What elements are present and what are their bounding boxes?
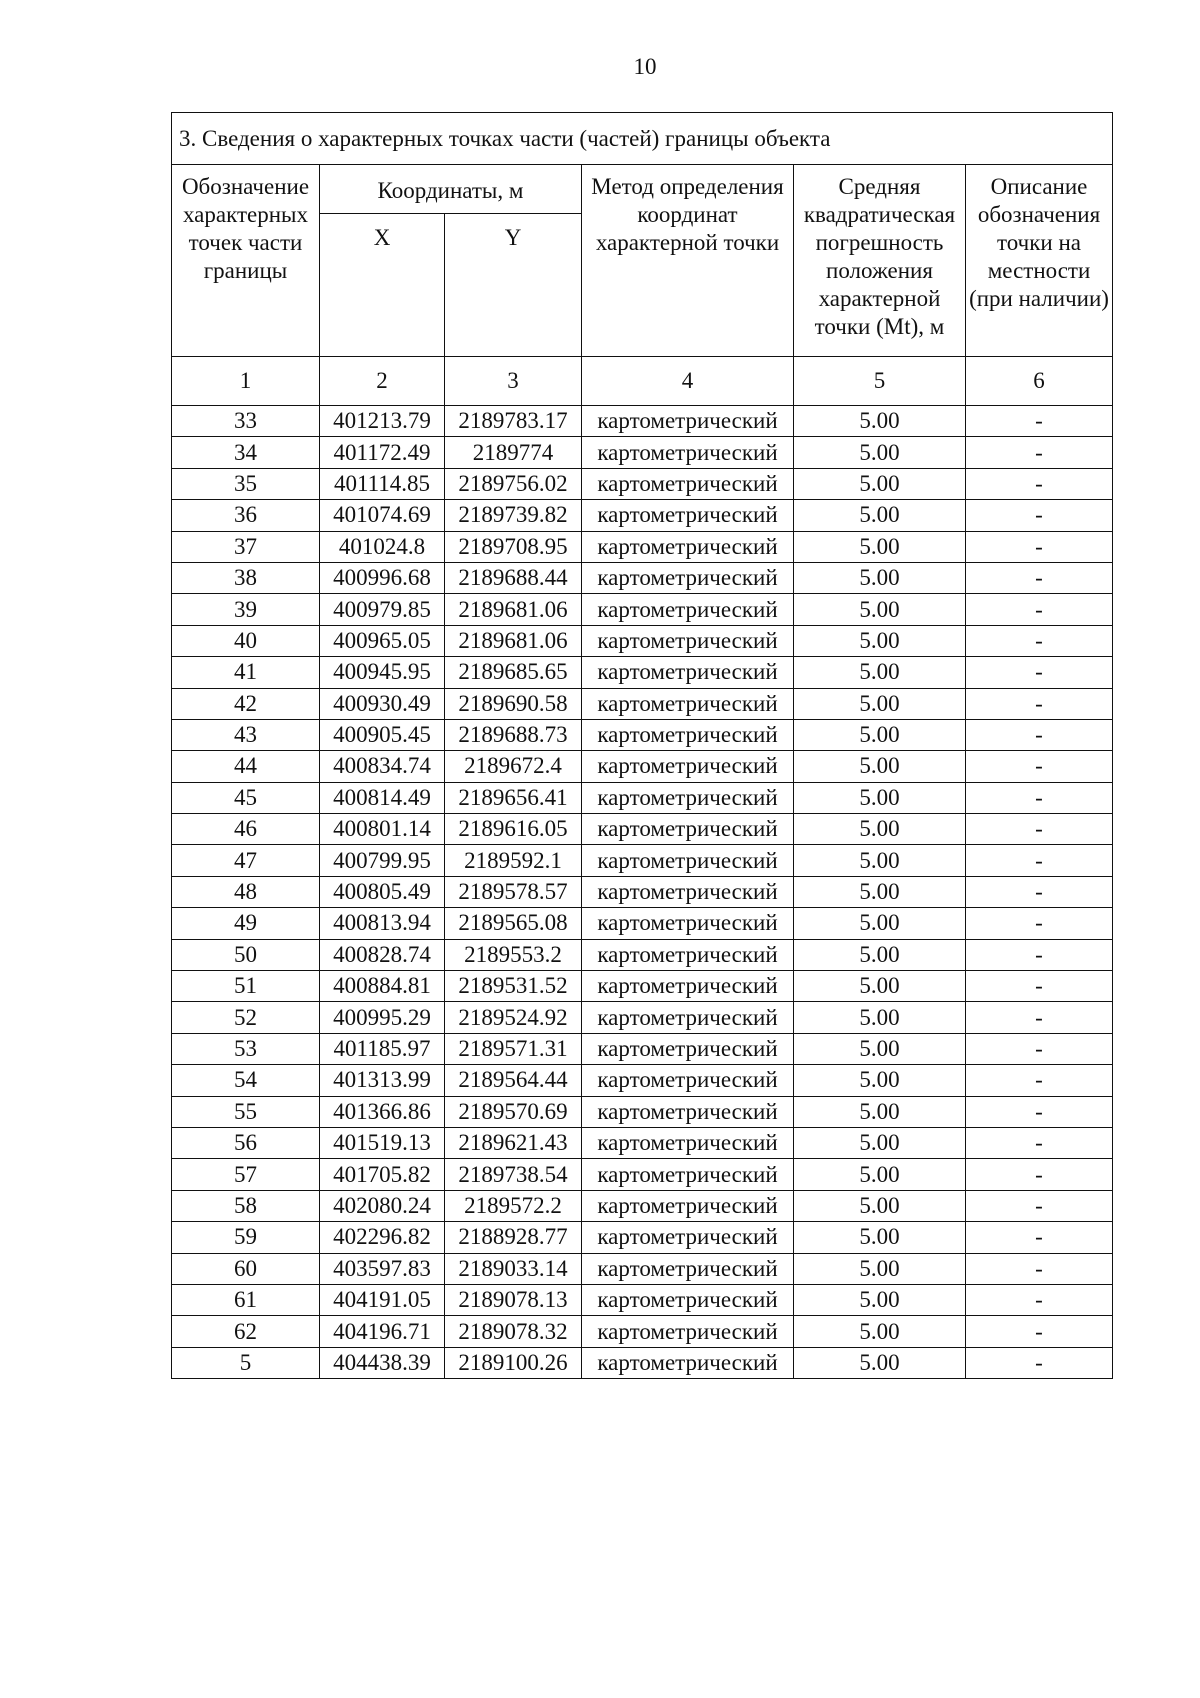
x-coordinate-cell: 401705.82 [320,1159,445,1190]
method-cell: картометрический [582,1316,794,1347]
table-row [172,531,1113,562]
point-designation-cell: 49 [172,908,320,939]
error-cell: 5.00 [794,468,966,499]
error-cell: 5.00 [794,782,966,813]
y-coordinate-cell: 2189756.02 [445,468,582,499]
description-cell: - [966,1159,1113,1190]
point-designation-cell: 5 [172,1347,320,1378]
error-cell: 5.00 [794,1284,966,1315]
error-cell: 5.00 [794,625,966,656]
x-coordinate-cell: 403597.83 [320,1253,445,1284]
table-row [172,657,1113,688]
y-coordinate-cell: 2189783.17 [445,406,582,437]
method-cell: картометрический [582,1347,794,1378]
y-coordinate-cell: 2189592.1 [445,845,582,876]
y-coordinate-cell: 2189621.43 [445,1127,582,1158]
point-designation-cell: 53 [172,1033,320,1064]
point-designation-cell: 60 [172,1253,320,1284]
header-designation: Обозначение характерных точек части границы [172,165,320,357]
description-cell: - [966,406,1113,437]
y-coordinate-cell: 2189774 [445,437,582,468]
table-row [172,500,1113,531]
header-description: Описание обозначения точки на местности (при наличии) [966,165,1113,357]
x-coordinate-cell: 400945.95 [320,657,445,688]
description-cell: - [966,1222,1113,1253]
error-cell: 5.00 [794,500,966,531]
error-cell: 5.00 [794,1347,966,1378]
description-cell: - [966,594,1113,625]
table-row [172,437,1113,468]
point-designation-cell: 42 [172,688,320,719]
column-number: 4 [582,357,794,406]
description-cell: - [966,751,1113,782]
column-number: 2 [320,357,445,406]
y-coordinate-cell: 2188928.77 [445,1222,582,1253]
error-cell: 5.00 [794,406,966,437]
table-row [172,751,1113,782]
method-cell: картометрический [582,688,794,719]
method-cell: картометрический [582,437,794,468]
table-row [172,1127,1113,1158]
point-designation-cell: 34 [172,437,320,468]
y-coordinate-cell: 2189708.95 [445,531,582,562]
error-cell: 5.00 [794,688,966,719]
description-cell: - [966,1190,1113,1221]
table-row [172,971,1113,1002]
point-designation-cell: 62 [172,1316,320,1347]
table-row [172,406,1113,437]
method-cell: картометрический [582,719,794,750]
description-cell: - [966,876,1113,907]
error-cell: 5.00 [794,531,966,562]
error-cell: 5.00 [794,1159,966,1190]
header-method: Метод определения координат характерной точки [582,165,794,357]
point-designation-cell: 54 [172,1065,320,1096]
table-body [172,406,1113,1379]
table-row [172,1190,1113,1221]
description-cell: - [966,468,1113,499]
error-cell: 5.00 [794,751,966,782]
point-designation-cell: 43 [172,719,320,750]
y-coordinate-cell: 2189571.31 [445,1033,582,1064]
column-number: 1 [172,357,320,406]
x-coordinate-cell: 400834.74 [320,751,445,782]
point-designation-cell: 35 [172,468,320,499]
point-designation-cell: 61 [172,1284,320,1315]
error-cell: 5.00 [794,1096,966,1127]
y-coordinate-cell: 2189570.69 [445,1096,582,1127]
boundary-points-table [171,112,1113,1379]
y-coordinate-cell: 2189681.06 [445,625,582,656]
table-row [172,1159,1113,1190]
description-cell: - [966,782,1113,813]
point-designation-cell: 59 [172,1222,320,1253]
error-cell: 5.00 [794,1033,966,1064]
y-coordinate-cell: 2189564.44 [445,1065,582,1096]
method-cell: картометрический [582,1253,794,1284]
point-designation-cell: 55 [172,1096,320,1127]
table-row [172,1316,1113,1347]
x-coordinate-cell: 401074.69 [320,500,445,531]
error-cell: 5.00 [794,814,966,845]
table-row [172,625,1113,656]
error-cell: 5.00 [794,1222,966,1253]
description-cell: - [966,1065,1113,1096]
description-cell: - [966,845,1113,876]
description-cell: - [966,814,1113,845]
y-coordinate-cell: 2189685.65 [445,657,582,688]
method-cell: картометрический [582,531,794,562]
error-cell: 5.00 [794,939,966,970]
x-coordinate-cell: 401366.86 [320,1096,445,1127]
error-cell: 5.00 [794,908,966,939]
description-cell: - [966,971,1113,1002]
table-row [172,814,1113,845]
error-cell: 5.00 [794,1190,966,1221]
description-cell: - [966,625,1113,656]
table-row [172,719,1113,750]
point-designation-cell: 45 [172,782,320,813]
y-coordinate-cell: 2189100.26 [445,1347,582,1378]
method-cell: картометрический [582,908,794,939]
table-row [172,1284,1113,1315]
method-cell: картометрический [582,1127,794,1158]
y-coordinate-cell: 2189524.92 [445,1002,582,1033]
point-designation-cell: 56 [172,1127,320,1158]
description-cell: - [966,562,1113,593]
section-title: 3. Сведения о характерных точках части (частей) границы объекта [172,113,1113,165]
x-coordinate-cell: 400884.81 [320,971,445,1002]
method-cell: картометрический [582,1033,794,1064]
description-cell: - [966,657,1113,688]
table-row [172,594,1113,625]
point-designation-cell: 57 [172,1159,320,1190]
y-coordinate-cell: 2189672.4 [445,751,582,782]
column-number: 5 [794,357,966,406]
table-row [172,688,1113,719]
x-coordinate-cell: 402080.24 [320,1190,445,1221]
table-row [172,782,1113,813]
error-cell: 5.00 [794,1002,966,1033]
y-coordinate-cell: 2189688.73 [445,719,582,750]
table-row [172,1347,1113,1378]
point-designation-cell: 58 [172,1190,320,1221]
x-coordinate-cell: 404438.39 [320,1347,445,1378]
x-coordinate-cell: 400995.29 [320,1002,445,1033]
description-cell: - [966,688,1113,719]
y-coordinate-cell: 2189578.57 [445,876,582,907]
x-coordinate-cell: 400805.49 [320,876,445,907]
table-row [172,1002,1113,1033]
method-cell: картометрический [582,468,794,499]
method-cell: картометрический [582,1284,794,1315]
y-coordinate-cell: 2189688.44 [445,562,582,593]
error-cell: 5.00 [794,1253,966,1284]
point-designation-cell: 46 [172,814,320,845]
x-coordinate-cell: 404196.71 [320,1316,445,1347]
table-row [172,1096,1113,1127]
error-cell: 5.00 [794,719,966,750]
method-cell: картометрический [582,1159,794,1190]
header-coordinates: Координаты, м [320,165,582,214]
x-coordinate-cell: 400979.85 [320,594,445,625]
x-coordinate-cell: 402296.82 [320,1222,445,1253]
description-cell: - [966,908,1113,939]
point-designation-cell: 33 [172,406,320,437]
x-coordinate-cell: 401213.79 [320,406,445,437]
point-designation-cell: 40 [172,625,320,656]
method-cell: картометрический [582,1222,794,1253]
table-row [172,468,1113,499]
description-cell: - [966,1002,1113,1033]
method-cell: картометрический [582,625,794,656]
error-cell: 5.00 [794,562,966,593]
x-coordinate-cell: 400930.49 [320,688,445,719]
error-cell: 5.00 [794,1065,966,1096]
y-coordinate-cell: 2189033.14 [445,1253,582,1284]
table-row [172,1065,1113,1096]
point-designation-cell: 47 [172,845,320,876]
method-cell: картометрический [582,562,794,593]
error-cell: 5.00 [794,594,966,625]
error-cell: 5.00 [794,657,966,688]
point-designation-cell: 39 [172,594,320,625]
point-designation-cell: 48 [172,876,320,907]
method-cell: картометрический [582,876,794,907]
point-designation-cell: 38 [172,562,320,593]
x-coordinate-cell: 400996.68 [320,562,445,593]
y-coordinate-cell: 2189565.08 [445,908,582,939]
error-cell: 5.00 [794,1316,966,1347]
y-coordinate-cell: 2189572.2 [445,1190,582,1221]
method-cell: картометрический [582,782,794,813]
table-row [172,939,1113,970]
x-coordinate-cell: 401185.97 [320,1033,445,1064]
point-designation-cell: 50 [172,939,320,970]
method-cell: картометрический [582,657,794,688]
x-coordinate-cell: 401024.8 [320,531,445,562]
table-row [172,845,1113,876]
x-coordinate-cell: 400905.45 [320,719,445,750]
x-coordinate-cell: 404191.05 [320,1284,445,1315]
description-cell: - [966,1033,1113,1064]
description-cell: - [966,500,1113,531]
y-coordinate-cell: 2189738.54 [445,1159,582,1190]
description-cell: - [966,1284,1113,1315]
error-cell: 5.00 [794,437,966,468]
x-coordinate-cell: 400814.49 [320,782,445,813]
table-row [172,908,1113,939]
method-cell: картометрический [582,1002,794,1033]
description-cell: - [966,1347,1113,1378]
y-coordinate-cell: 2189078.32 [445,1316,582,1347]
x-coordinate-cell: 400965.05 [320,625,445,656]
point-designation-cell: 36 [172,500,320,531]
error-cell: 5.00 [794,971,966,1002]
x-coordinate-cell: 400813.94 [320,908,445,939]
page-number: 10 [633,54,657,79]
column-number: 3 [445,357,582,406]
description-cell: - [966,531,1113,562]
y-coordinate-cell: 2189690.58 [445,688,582,719]
description-cell: - [966,1127,1113,1158]
description-cell: - [966,1253,1113,1284]
point-designation-cell: 44 [172,751,320,782]
point-designation-cell: 41 [172,657,320,688]
header-error: Средняя квадратическая погрешность положения характерной точки (Mt), м [794,165,966,357]
header-y: Y [445,214,582,357]
x-coordinate-cell: 400828.74 [320,939,445,970]
column-number: 6 [966,357,1113,406]
error-cell: 5.00 [794,1127,966,1158]
table-row [172,1253,1113,1284]
point-designation-cell: 52 [172,1002,320,1033]
error-cell: 5.00 [794,876,966,907]
y-coordinate-cell: 2189681.06 [445,594,582,625]
description-cell: - [966,719,1113,750]
x-coordinate-cell: 401313.99 [320,1065,445,1096]
method-cell: картометрический [582,1096,794,1127]
method-cell: картометрический [582,751,794,782]
header-x: X [320,214,445,357]
x-coordinate-cell: 401114.85 [320,468,445,499]
method-cell: картометрический [582,814,794,845]
y-coordinate-cell: 2189531.52 [445,971,582,1002]
method-cell: картометрический [582,594,794,625]
description-cell: - [966,437,1113,468]
table-row [172,1222,1113,1253]
description-cell: - [966,1096,1113,1127]
table-row [172,1033,1113,1064]
method-cell: картометрический [582,1065,794,1096]
point-designation-cell: 51 [172,971,320,1002]
method-cell: картометрический [582,939,794,970]
y-coordinate-cell: 2189616.05 [445,814,582,845]
description-cell: - [966,1316,1113,1347]
x-coordinate-cell: 401172.49 [320,437,445,468]
y-coordinate-cell: 2189078.13 [445,1284,582,1315]
method-cell: картометрический [582,1190,794,1221]
method-cell: картометрический [582,500,794,531]
y-coordinate-cell: 2189656.41 [445,782,582,813]
column-number-row [172,357,1113,406]
x-coordinate-cell: 401519.13 [320,1127,445,1158]
point-designation-cell: 37 [172,531,320,562]
x-coordinate-cell: 400799.95 [320,845,445,876]
method-cell: картометрический [582,971,794,1002]
y-coordinate-cell: 2189553.2 [445,939,582,970]
y-coordinate-cell: 2189739.82 [445,500,582,531]
error-cell: 5.00 [794,845,966,876]
method-cell: картометрический [582,845,794,876]
table-row [172,876,1113,907]
table-row [172,562,1113,593]
x-coordinate-cell: 400801.14 [320,814,445,845]
description-cell: - [966,939,1113,970]
method-cell: картометрический [582,406,794,437]
